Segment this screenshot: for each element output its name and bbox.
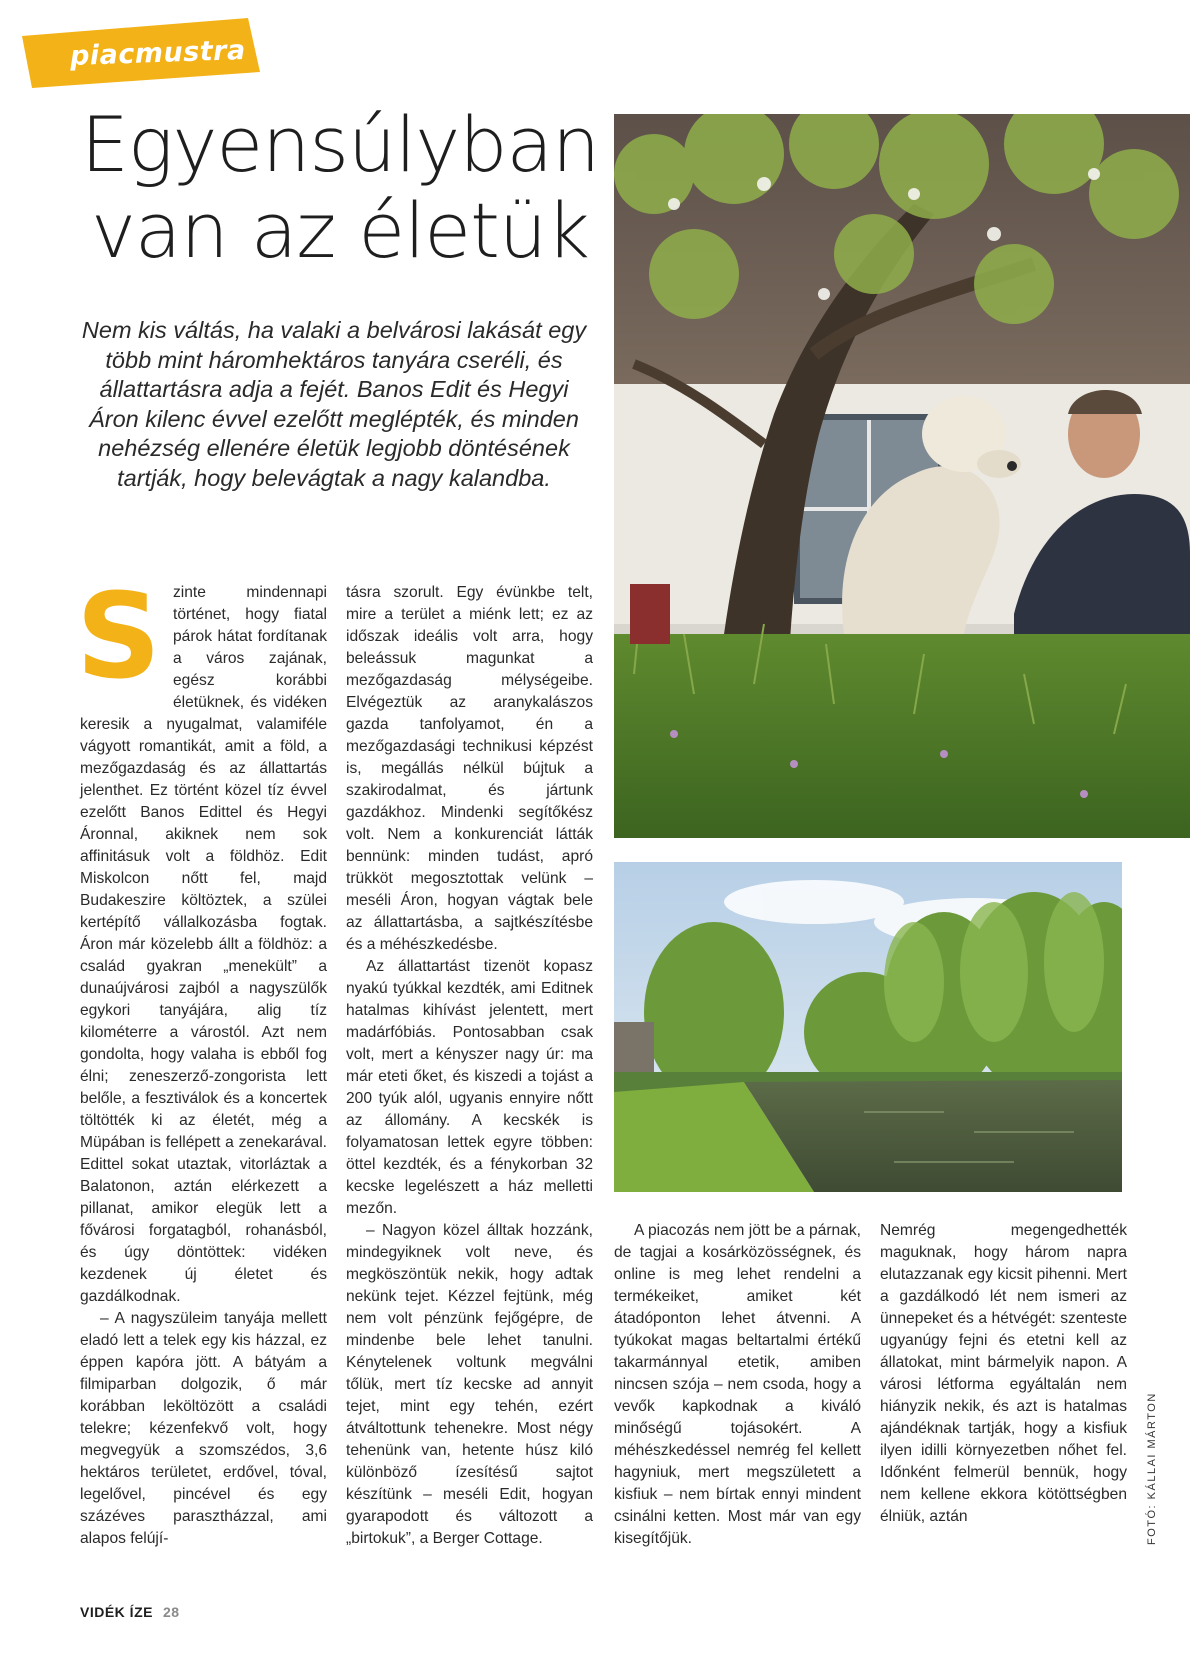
article-title-line-1: Egyensúlyban	[80, 100, 600, 189]
photo-credit: FOTÓ: KÁLLAI MÁRTON	[1146, 1392, 1158, 1545]
paragraph: – A nagyszüleim tanyája mellett eladó lett a telek egy kis házzal, ez éppen kapóra jött. A bátyám a filmiparban dolgozik, ő már korábban leköltözött a családi telekre; kézenfekvő volt, hogy megvegyük a szomszédos, 3,6 hektáros területet, erdővel, tóval, legelővel, pincével és egy százéves parasztházzal, ami alapos felújí-	[80, 1310, 327, 1547]
drop-cap: S	[76, 567, 161, 705]
paragraph: Az állattartást tizenöt kopasz nyakú tyúkkal kezdték, ami Editnek hatalmas kihívást jelentett, mert madárfóbiás. Pontosabban csak volt, mert a kényszer nagy úr: ma már eteti őket, és kiszedi a tojást a 200 tyúk alól, ugyanis ennyire nőtt az állomány. A kecskék is folyamatosan lettek egyre többen: öttel kezdték, és a fénykorban 32 kecske legelészett a ház melletti mezőn.	[346, 958, 593, 1217]
body-column-4	[880, 1220, 1127, 1528]
body-column-2	[346, 582, 593, 1550]
paragraph: A piacozás nem jött be a párnak, de tagjai a kosárközösségnek, és online is meg lehet rendelni a termékeiket, amiket két átadóponton lehet átvenni. A tyúkokat magas beltartalmi értékű takarmánnyal etetik, amiben nincsen szója – nem csoda, hogy a vevők kapkodnak a kiváló minőségű tojásokért. A méhészkedéssel nemrég fel kellett hagyniuk, mert megszületett a kisfiuk – nem bírtak ennyi mindent csinálni ketten. Most már van egy kisegítőjük.	[614, 1222, 861, 1547]
article-lead: Nem kis váltás, ha valaki a belvárosi lakását egy több mint háromhektáros tanyára cseréli, és állattartásra adja a fejét. Banos Edit és Hegyi Áron kilenc évvel ezelőtt meglépték, és minden nehézség ellenére életük legjobb döntésének tartják, hogy belevágtak a nagy kalandba.	[81, 317, 587, 491]
section-tag-label: piacmustra	[69, 34, 247, 73]
page-footer	[80, 1604, 180, 1620]
photo-pond	[614, 862, 1122, 1192]
section-tag	[22, 18, 260, 88]
photo-man-with-dog	[614, 114, 1190, 838]
paragraph: – Nagyon közel álltak hozzánk, mindegyiknek volt neve, és megköszöntük nekik, hogy adtak nekünk tejet. Kézzel fejtünk, még nem volt pénzünk fejőgépre, de mindenbe bele lehet tanulni. Kénytelenek voltunk megválni tőlük, mert tíz kecske ad annyit tejet, mint egy tehén, ezért átváltottunk tehenekre. Most négy tehenünk van, hetente húsz kiló különböző ízesítésű sajtot készítünk – meséli Edit, hogyan gyarapodott és változott a „birtokuk”, a Berger Cottage.	[346, 1222, 593, 1547]
magazine-name: VIDÉK ÍZE	[80, 1604, 153, 1620]
article-title	[80, 102, 600, 274]
body-column-3	[614, 1220, 861, 1550]
page-number: 28	[162, 1604, 180, 1620]
body-column-1	[76, 567, 327, 1550]
article-title-line-2: van az életük	[90, 186, 590, 275]
paragraph: Nemrég megengedhették maguknak, hogy három napra elutazzanak egy kicsit pihenni. Mert a gazdálkodó lét nem ismeri az ünnepeket és a hétvégét: szenteste ugyanúgy fejni és etetni kell az állatokat, mint bármelyik napon. A városi létforma egyáltalán nem hiányzik nekik, és azt is hatalmas ajándéknak tartják, hogy a kisfiuk ilyen idilli környezetben nőhet fel. Időnként felmerül bennük, hogy nem kellene ekkora kötöttségben élniük, aztán	[880, 1222, 1127, 1525]
paragraph: tásra szorult. Egy évünkbe telt, mire a terület a miénk lett; ez az időszak ideális volt arra, hogy beleássuk magunkat a mezőgazdaság mélységeibe. Elvégeztük az aranykalászos gazda tanfolyamot, én a mezőgazdasági technikusi képzést is, megállás nélkül bújtuk a szakirodalmat, és jártunk gazdákhoz. Mindenki segítőkész volt. Nem a konkurenciát látták bennünk: minden tudást, apró trükköt megosztottak velünk – meséli Áron, hogyan vágtak bele az állattartásba, a sajtkészítésbe és a méhészkedésbe.	[346, 584, 593, 953]
paragraph: zinte mindennapi történet, hogy fiatal párok hátat fordítanak a város zajának, egész korábbi életüknek, és vidéken keresik a nyugalmat, valamiféle vágyott romantikát, amit a föld, a mezőgazdaság és az állattartás jelenthet. Ez történt közel tíz évvel ezelőtt Banos Edittel és Hegyi Áronnal, akiknek nem sok affinitásuk volt a földhöz. Edit Miskolcon nőtt fel, majd Budakeszire költöztek, a szülei kertépítő vállalkozásba fogtak. Áron már közelebb állt a földhöz: a család gyakran „menekült” a dunaújvárosi zajból a nagyszülők egykori tanyájára, alig tíz kilométerre a várostól. Azt nem gondolta, hogy valaha is ebből fog élni; zeneszerző-zongorista lett belőle, a fesztiválok és a koncertek töltötték ki az életét, még a Müpában is fellépett a zenekarával. Edittel sokat utaztak, vitorláztak a Balatonon, aztán elérkezett a pillanat, amikor elegük lett a fővárosi forgatagból, rohanásból, és úgy döntöttek: vidéken kezdenek új életet és gazdálkodnak.	[80, 584, 327, 1305]
